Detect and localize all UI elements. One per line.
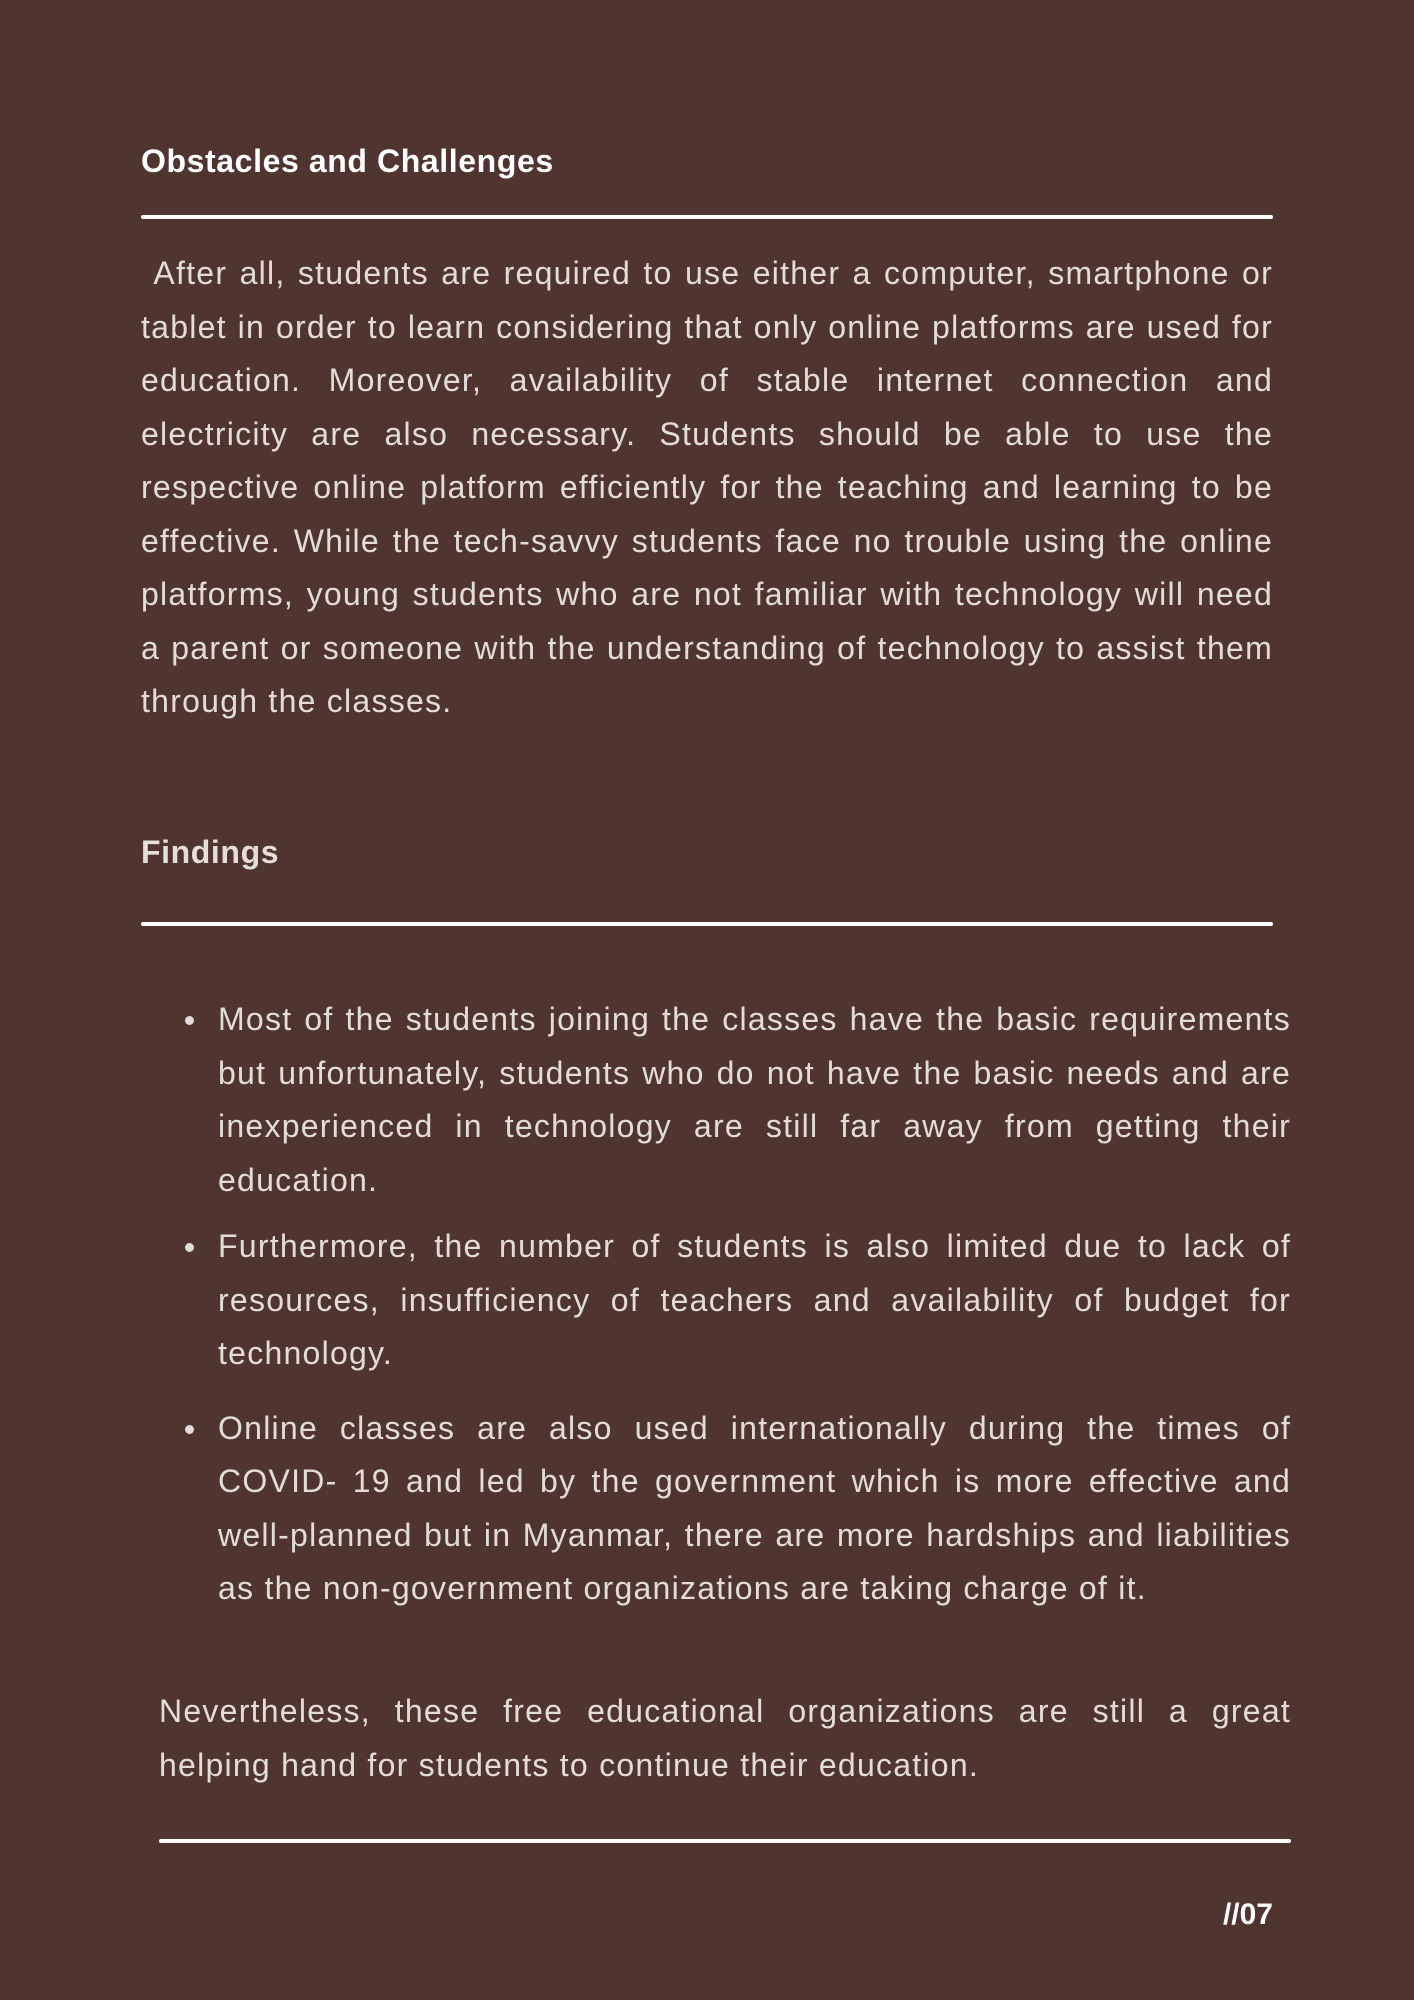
section-divider xyxy=(141,922,1273,926)
bullet-icon xyxy=(185,1243,194,1252)
bullet-icon xyxy=(185,1425,194,1434)
bullet-icon xyxy=(185,1016,194,1025)
section-divider xyxy=(141,215,1273,219)
list-item-text: Most of the students joining the classes have the basic requirements but unfortunately, students who do not have the basic needs and are inexperienced in technology are still far away from getting their education. xyxy=(218,1001,1291,1198)
section-heading-obstacles: Obstacles and Challenges xyxy=(141,143,554,179)
obstacles-paragraph: After all, students are required to use either a computer, smartphone or tablet in order to learn considering that only online platforms are used for education. Moreover, availability of stable internet connection and electricity are also necessary. Students should be able to use the respective online platform efficiently for the teaching and learning to be effective. While the tech-savvy students face no trouble using the online platforms, young students who are not familiar with technology will need a parent or someone with the understanding of technology to assist them through the classes. xyxy=(141,255,1284,719)
section-heading-findings: Findings xyxy=(141,834,280,870)
list-item-text: Furthermore, the number of students is also limited due to lack of resources, insufficiency of teachers and availability of budget for technology. xyxy=(218,1228,1291,1371)
list-item xyxy=(218,1220,1291,1381)
findings-conclusion: Nevertheless, these free educational organizations are still a great helping hand for students to continue their education. xyxy=(159,1693,1291,1783)
list-item xyxy=(218,1402,1291,1616)
footer-divider xyxy=(159,1839,1291,1843)
page-number: //07 xyxy=(1222,1898,1273,1931)
list-item-text: Online classes are also used internationally during the times of COVID- 19 and led by the government which is more effective and well-planned but in Myanmar, there are more hardships and liabilities as the non-government organizations are taking charge of it. xyxy=(218,1409,1291,1606)
findings-list xyxy=(141,993,1291,1616)
list-item xyxy=(218,993,1291,1207)
